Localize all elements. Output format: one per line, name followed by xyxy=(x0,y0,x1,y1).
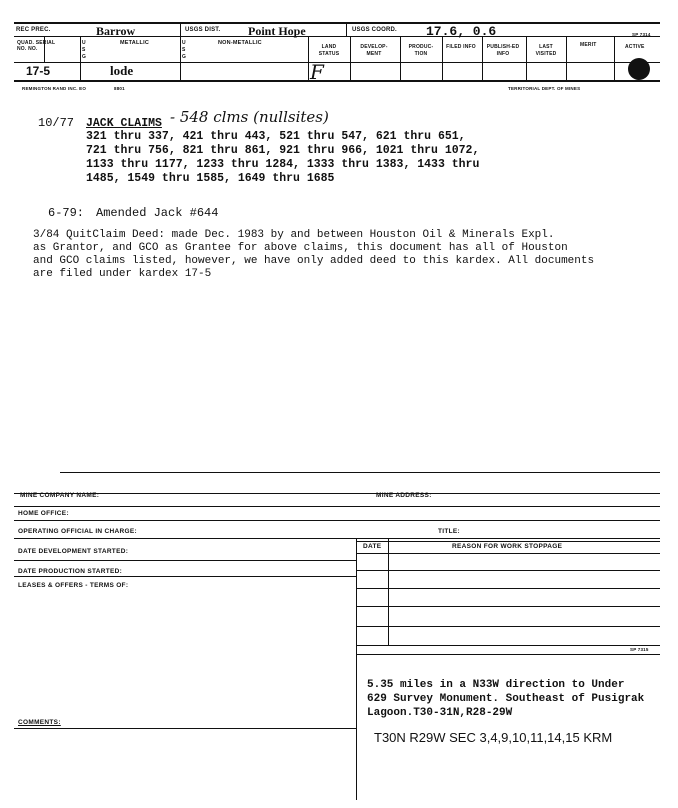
date-label: DATE xyxy=(363,543,382,550)
quad-serial-label: QUAD. SERIAL NO. NO. xyxy=(17,40,56,52)
footer-top-rule xyxy=(60,472,660,473)
comments-label: COMMENTS: xyxy=(18,719,61,726)
usg-letters: U S G xyxy=(82,40,87,60)
reason-label: REASON FOR WORK STOPPAGE xyxy=(452,543,563,550)
usg-letters-2: U S G xyxy=(182,40,187,60)
quitclaim-line: as Grantor, and GCO as Grantee for above claims, this document has all of Houston xyxy=(33,242,568,254)
jack-date: 10/77 xyxy=(38,116,75,130)
usgs-coord-label: USGS COORD. xyxy=(352,27,397,33)
rec-prec-value: Barrow xyxy=(96,24,136,38)
form-number-2: SP 7315 xyxy=(630,647,649,652)
location-line: Lagoon.T30-31N,R28-29W xyxy=(367,707,513,719)
operating-official-label: OPERATING OFFICIAL IN CHARGE: xyxy=(18,528,137,535)
quitclaim-block xyxy=(33,229,594,281)
quad-value: 17-5 xyxy=(26,64,51,78)
home-office-label: HOME OFFICE: xyxy=(18,510,69,517)
mine-address-label: MINE ADDRESS: xyxy=(376,492,432,499)
leases-label: LEASES & OFFERS - TERMS OF: xyxy=(18,582,129,589)
form-number: SP 7314 xyxy=(632,32,651,37)
sections-text: T30N R29W SEC 3,4,9,10,11,14,15 KRM xyxy=(374,730,613,745)
printer-label: REMINGTON RAND INC. EO xyxy=(22,86,87,91)
published-info-label: PUBLISH-ED INFO xyxy=(486,44,520,57)
quitclaim-line: 3/84 QuitClaim Deed: made Dec. 1983 by and between Houston Oil & Minerals Expl. xyxy=(33,229,555,241)
usgs-dist-label: USGS DIST. xyxy=(185,27,221,33)
jack-line: 1485, 1549 thru 1585, 1649 thru 1685 xyxy=(86,172,335,185)
dept-label: TERRITORIAL DEPT. OF MINES xyxy=(508,86,581,91)
amended-date: 6-79: xyxy=(48,206,85,220)
merit-label: MERIT xyxy=(580,42,597,48)
title-label: TITLE: xyxy=(438,528,461,535)
active-dot-icon xyxy=(628,58,650,80)
rec-prec-label: REC PREC. xyxy=(16,27,51,33)
jack-line: 1133 thru 1177, 1233 thru 1284, 1333 thru 1383, 1433 thru xyxy=(86,158,480,171)
metallic-label: METALLIC xyxy=(120,40,149,46)
land-status-value: F xyxy=(310,60,324,84)
filed-info-label: FILED INFO xyxy=(446,44,476,50)
active-label: ACTIVE xyxy=(625,44,645,50)
location-line: 629 Survey Monument. Southeast of Pusigrak xyxy=(367,693,645,705)
jack-title: JACK CLAIMS xyxy=(86,117,162,130)
jack-claims-list xyxy=(86,130,479,186)
usgs-coord-value: 17.6, 0.6 xyxy=(426,24,497,39)
production-label: PRODUC-TION xyxy=(408,44,434,57)
development-label: DEVELOP-MENT xyxy=(360,44,388,57)
location-line: 5.35 miles in a N33W direction to Under xyxy=(367,679,625,691)
quitclaim-line: and GCO claims listed, however, we have only added deed to this kardex. All documents xyxy=(33,255,595,267)
location-block xyxy=(367,678,644,720)
non-metallic-label: NON-METALLIC xyxy=(218,40,262,46)
jack-line: 721 thru 756, 821 thru 861, 921 thru 966, 1021 thru 1072, xyxy=(86,144,480,157)
metallic-value: lode xyxy=(110,63,134,78)
jack-handwritten-note: - 548 clms (nullsites) xyxy=(170,108,329,126)
amended-text: Amended Jack #644 xyxy=(96,206,219,220)
last-visited-label: LAST VISITED xyxy=(535,44,557,57)
land-status-label: LAND STATUS xyxy=(318,44,340,57)
usgs-dist-value: Point Hope xyxy=(248,24,306,38)
mine-company-label: MINE COMPANY NAME: xyxy=(20,492,100,499)
jack-line: 321 thru 337, 421 thru 443, 521 thru 547, 621 thru 651, xyxy=(86,130,466,143)
date-development-label: DATE DEVELOPMENT STARTED: xyxy=(18,548,129,555)
quitclaim-line: are filed under kardex 17-5 xyxy=(33,268,212,280)
printer-code: 8801 xyxy=(114,86,125,91)
date-production-label: DATE PRODUCTION STARTED: xyxy=(18,568,123,575)
